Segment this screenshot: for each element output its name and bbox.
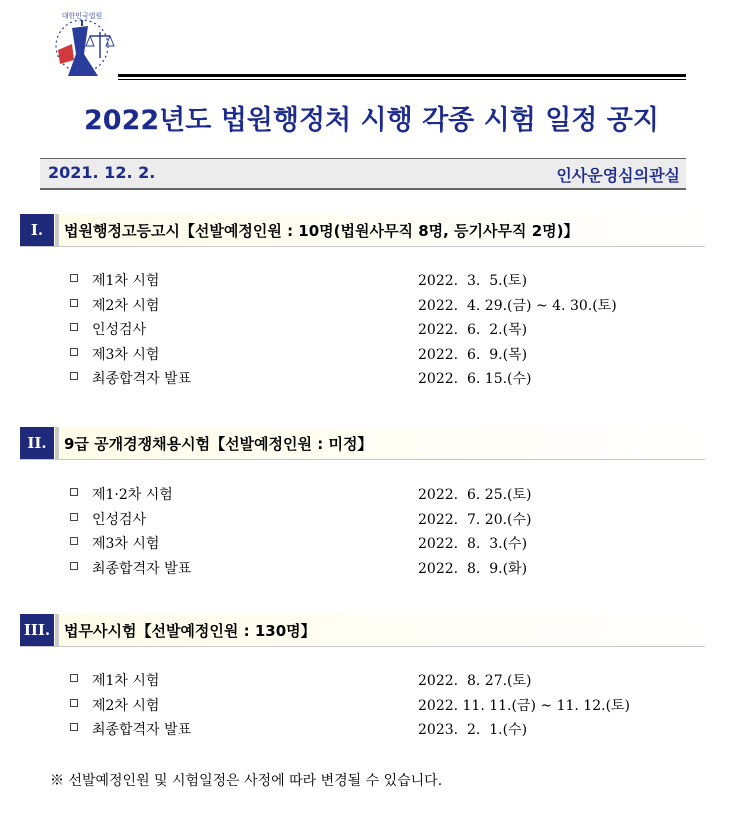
schedule-list-3: [70, 670, 690, 744]
section-numeral: III.: [20, 614, 54, 646]
square-bullet-icon: [70, 674, 78, 682]
section-numeral: I.: [20, 214, 54, 246]
list-item: 제1·2차 시험 2022. 6. 25.(토): [70, 484, 690, 509]
square-bullet-icon: [70, 372, 78, 380]
page-title: 2022년도 법원행정처 시행 각종 시험 일정 공지: [84, 105, 659, 136]
square-bullet-icon: [70, 537, 78, 545]
schedule-list-1: [70, 270, 690, 393]
top-rule: [118, 74, 686, 80]
list-item: 인성검사 2022. 7. 20.(수): [70, 509, 690, 534]
square-bullet-icon: [70, 723, 78, 731]
section-header-1: [20, 214, 705, 247]
section-heading: 법무사시험【선발예정인원 : 130명】: [64, 622, 316, 640]
square-bullet-icon: [70, 274, 78, 282]
list-item: 최종합격자 발표 2022. 8. 9.(화): [70, 558, 690, 583]
date-bar: [40, 158, 686, 190]
list-item: 제1차 시험 2022. 8. 27.(토): [70, 670, 690, 695]
section-numeral: II.: [20, 427, 54, 459]
court-logo: [38, 10, 128, 86]
square-bullet-icon: [70, 513, 78, 521]
list-item: 인성검사 2022. 6. 2.(목): [70, 319, 690, 344]
section-header-3: [20, 614, 705, 647]
square-bullet-icon: [70, 488, 78, 496]
square-bullet-icon: [70, 323, 78, 331]
list-item: 제1차 시험 2022. 3. 5.(토): [70, 270, 690, 295]
list-item: 제2차 시험 2022. 4. 29.(금) ~ 4. 30.(토): [70, 295, 690, 320]
square-bullet-icon: [70, 562, 78, 570]
list-item: 제3차 시험 2022. 6. 9.(목): [70, 344, 690, 369]
notice-date: 2021. 12. 2.: [48, 163, 156, 182]
list-item: 최종합격자 발표 2023. 2. 1.(수): [70, 719, 690, 744]
section-heading: 법원행정고등고시【선발예정인원 : 10명(법원사무직 8명, 등기사무직 2명)】: [64, 222, 579, 240]
square-bullet-icon: [70, 348, 78, 356]
list-item: 제2차 시험 2022. 11. 11.(금) ~ 11. 12.(토): [70, 695, 690, 720]
section-heading: 9급 공개경쟁채용시험【선발예정인원 : 미정】: [64, 435, 373, 453]
footnote: ※ 선발예정인원 및 시험일정은 사정에 따라 변경될 수 있습니다.: [50, 773, 443, 789]
svg-text:대한민국법원: 대한민국법원: [61, 12, 103, 20]
schedule-list-2: [70, 484, 690, 582]
section-header-2: [20, 427, 705, 460]
list-item: 제3차 시험 2022. 8. 3.(수): [70, 533, 690, 558]
issuing-office: 인사운영심의관실: [556, 166, 680, 185]
square-bullet-icon: [70, 699, 78, 707]
square-bullet-icon: [70, 299, 78, 307]
list-item: 최종합격자 발표 2022. 6. 15.(수): [70, 368, 690, 393]
